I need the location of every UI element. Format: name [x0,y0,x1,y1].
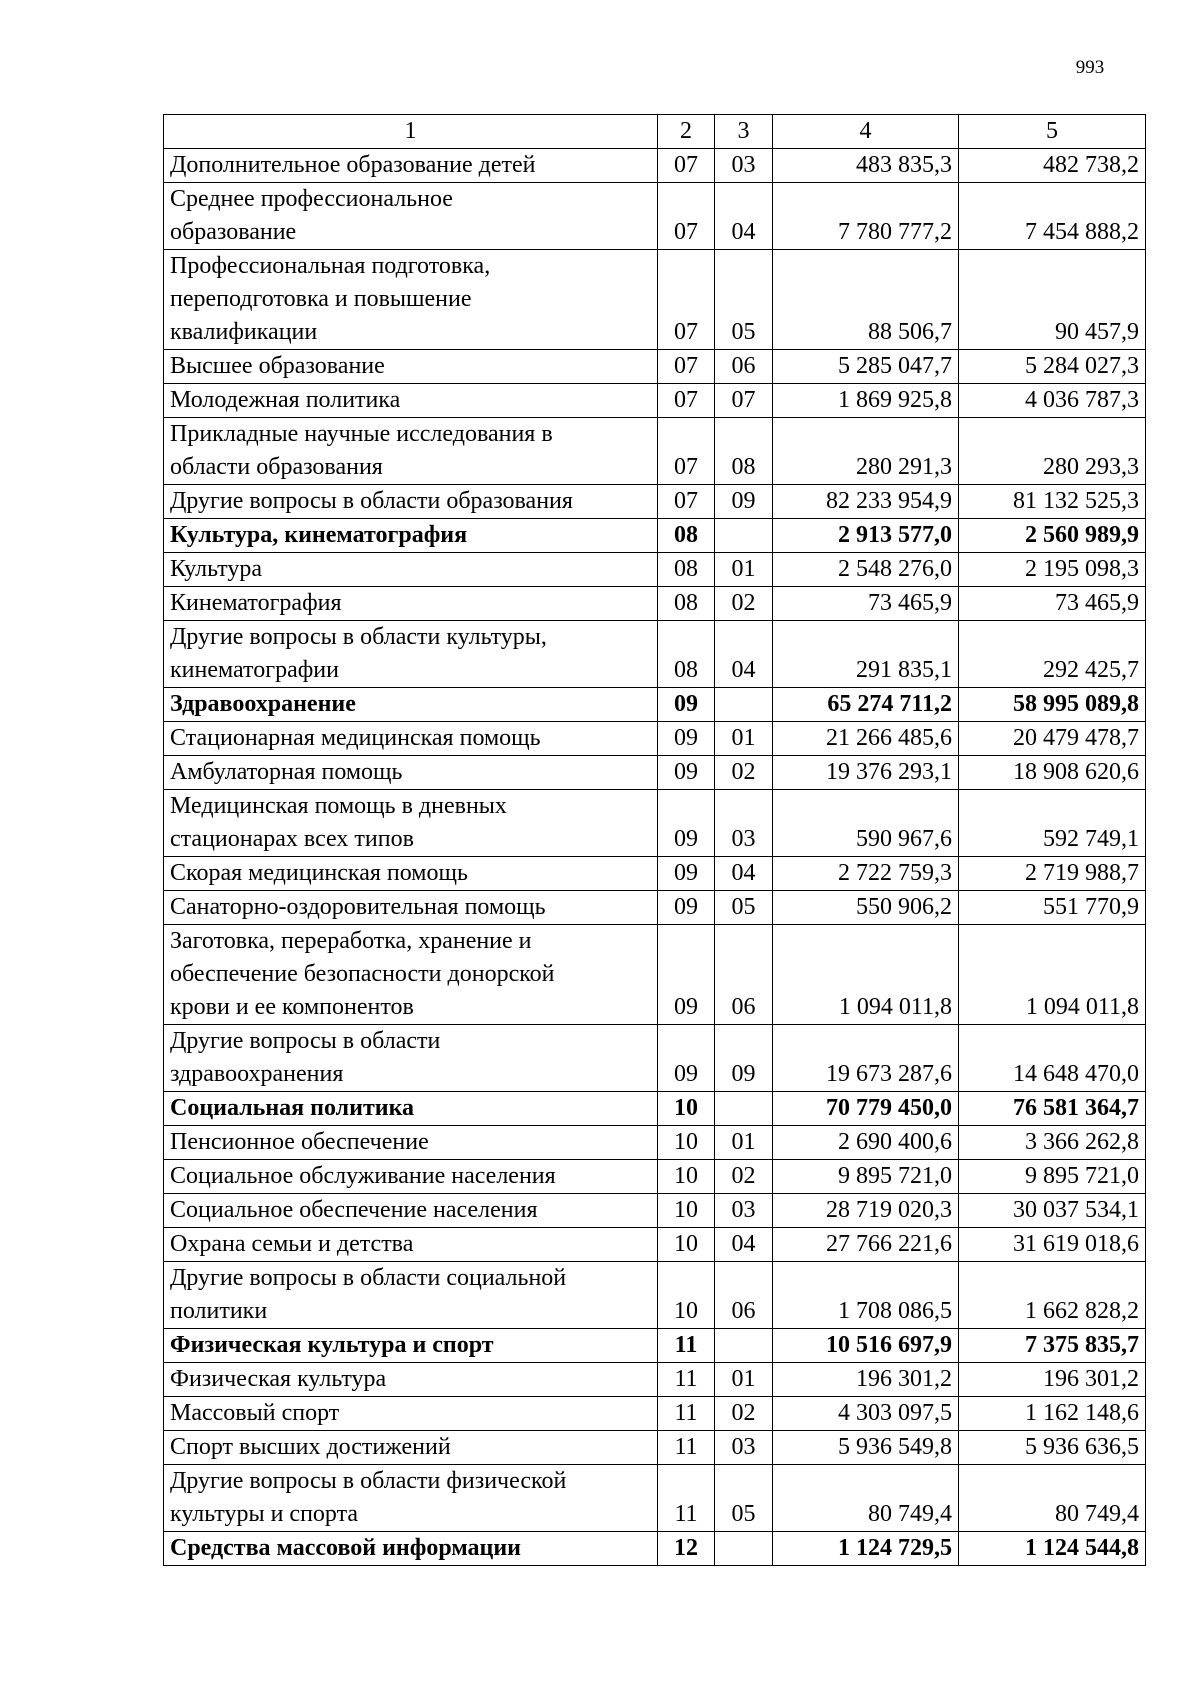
row-name-cell: Стационарная медицинская помощь [164,722,658,756]
table-header-row [164,115,1146,149]
table-row [164,1126,1146,1160]
row-name-cell: Молодежная политика [164,384,658,418]
subsection-code-cell [715,1092,773,1126]
amount-col5-cell: 73 465,9 [959,587,1146,621]
amount-col4-cell: 21 266 485,6 [773,722,959,756]
subsection-code-cell: 07 [715,384,773,418]
amount-col5-cell: 1 662 828,2 [959,1262,1146,1329]
header-cell-4: 4 [773,115,959,149]
section-total-row [164,688,1146,722]
section-code-cell: 10 [658,1194,715,1228]
subsection-code-cell: 01 [715,1363,773,1397]
amount-col5-cell: 280 293,3 [959,418,1146,485]
section-code-cell: 07 [658,418,715,485]
table-row [164,384,1146,418]
table-row [164,891,1146,925]
amount-col4-cell: 2 690 400,6 [773,1126,959,1160]
section-code-cell: 09 [658,756,715,790]
row-name-cell: Средства массовой информации [164,1532,658,1566]
amount-col4-cell: 88 506,7 [773,250,959,350]
subsection-code-cell: 03 [715,790,773,857]
subsection-code-cell: 01 [715,1126,773,1160]
subsection-code-cell: 06 [715,1262,773,1329]
row-name-cell: Дополнительное образование детей [164,149,658,183]
section-code-cell: 09 [658,891,715,925]
subsection-code-cell: 09 [715,485,773,519]
amount-col5-cell: 9 895 721,0 [959,1160,1146,1194]
amount-col4-cell: 2 913 577,0 [773,519,959,553]
amount-col4-cell: 590 967,6 [773,790,959,857]
amount-col5-cell: 5 284 027,3 [959,350,1146,384]
budget-table [163,114,1146,1566]
subsection-code-cell: 05 [715,250,773,350]
row-name-cell: Социальная политика [164,1092,658,1126]
amount-col5-cell: 592 749,1 [959,790,1146,857]
table-row [164,1465,1146,1532]
section-code-cell: 11 [658,1397,715,1431]
section-code-cell: 11 [658,1329,715,1363]
section-total-row [164,1092,1146,1126]
row-name-cell: Медицинская помощь в дневных стационарах всех типов [164,790,658,857]
amount-col5-cell: 292 425,7 [959,621,1146,688]
amount-col4-cell: 10 516 697,9 [773,1329,959,1363]
section-code-cell: 10 [658,1126,715,1160]
header-cell-1: 1 [164,115,658,149]
amount-col5-cell: 76 581 364,7 [959,1092,1146,1126]
subsection-code-cell: 04 [715,1228,773,1262]
section-code-cell: 11 [658,1363,715,1397]
table-row [164,1262,1146,1329]
amount-col5-cell: 81 132 525,3 [959,485,1146,519]
amount-col5-cell: 551 770,9 [959,891,1146,925]
table-row [164,418,1146,485]
amount-col4-cell: 19 673 287,6 [773,1025,959,1092]
table-row [164,1397,1146,1431]
row-name-cell: Массовый спорт [164,1397,658,1431]
header-cell-5: 5 [959,115,1146,149]
subsection-code-cell: 09 [715,1025,773,1092]
row-name-cell: Физическая культура [164,1363,658,1397]
subsection-code-cell: 04 [715,183,773,250]
section-code-cell: 08 [658,519,715,553]
subsection-code-cell: 08 [715,418,773,485]
row-name-cell: Другие вопросы в области культуры, кинематографии [164,621,658,688]
table-row [164,621,1146,688]
section-code-cell: 09 [658,790,715,857]
amount-col5-cell: 1 124 544,8 [959,1532,1146,1566]
amount-col4-cell: 483 835,3 [773,149,959,183]
subsection-code-cell: 04 [715,857,773,891]
section-code-cell: 09 [658,1025,715,1092]
row-name-cell: Другие вопросы в области здравоохранения [164,1025,658,1092]
amount-col4-cell: 5 936 549,8 [773,1431,959,1465]
amount-col5-cell: 80 749,4 [959,1465,1146,1532]
row-name-cell: Прикладные научные исследования в области образования [164,418,658,485]
subsection-code-cell: 03 [715,1194,773,1228]
row-name-cell: Физическая культура и спорт [164,1329,658,1363]
subsection-code-cell: 02 [715,587,773,621]
amount-col4-cell: 70 779 450,0 [773,1092,959,1126]
amount-col4-cell: 550 906,2 [773,891,959,925]
table-row [164,857,1146,891]
amount-col4-cell: 291 835,1 [773,621,959,688]
amount-col5-cell: 7 375 835,7 [959,1329,1146,1363]
page-number: 993 [1075,57,1105,78]
amount-col5-cell: 2 195 098,3 [959,553,1146,587]
amount-col4-cell: 80 749,4 [773,1465,959,1532]
section-code-cell: 12 [658,1532,715,1566]
amount-col5-cell: 5 936 636,5 [959,1431,1146,1465]
row-name-cell: Среднее профессиональное образование [164,183,658,250]
table-row [164,1431,1146,1465]
amount-col5-cell: 3 366 262,8 [959,1126,1146,1160]
amount-col5-cell: 7 454 888,2 [959,183,1146,250]
amount-col4-cell: 9 895 721,0 [773,1160,959,1194]
table-row [164,1194,1146,1228]
section-code-cell: 08 [658,621,715,688]
row-name-cell: Заготовка, переработка, хранение и обеспечение безопасности донорской крови и ее компонентов [164,925,658,1025]
row-name-cell: Охрана семьи и детства [164,1228,658,1262]
subsection-code-cell: 05 [715,891,773,925]
row-name-cell: Спорт высших достижений [164,1431,658,1465]
section-code-cell: 07 [658,149,715,183]
amount-col5-cell: 2 560 989,9 [959,519,1146,553]
row-name-cell: Культура, кинематография [164,519,658,553]
section-code-cell: 10 [658,1262,715,1329]
table-row [164,756,1146,790]
table-row [164,722,1146,756]
row-name-cell: Культура [164,553,658,587]
table-row [164,149,1146,183]
section-code-cell: 10 [658,1092,715,1126]
section-code-cell: 09 [658,925,715,1025]
subsection-code-cell: 02 [715,1397,773,1431]
table-row [164,1025,1146,1092]
subsection-code-cell: 02 [715,1160,773,1194]
amount-col4-cell: 1 124 729,5 [773,1532,959,1566]
table-row [164,790,1146,857]
amount-col4-cell: 82 233 954,9 [773,485,959,519]
amount-col4-cell: 73 465,9 [773,587,959,621]
amount-col4-cell: 1 708 086,5 [773,1262,959,1329]
amount-col5-cell: 58 995 089,8 [959,688,1146,722]
amount-col5-cell: 90 457,9 [959,250,1146,350]
subsection-code-cell [715,1329,773,1363]
subsection-code-cell [715,1532,773,1566]
header-cell-3: 3 [715,115,773,149]
table-row [164,485,1146,519]
table-row [164,250,1146,350]
row-name-cell: Социальное обслуживание населения [164,1160,658,1194]
subsection-code-cell: 04 [715,621,773,688]
row-name-cell: Здравоохранение [164,688,658,722]
amount-col5-cell: 4 036 787,3 [959,384,1146,418]
row-name-cell: Санаторно-оздоровительная помощь [164,891,658,925]
section-code-cell: 07 [658,250,715,350]
amount-col4-cell: 5 285 047,7 [773,350,959,384]
amount-col5-cell: 18 908 620,6 [959,756,1146,790]
amount-col4-cell: 2 722 759,3 [773,857,959,891]
amount-col4-cell: 27 766 221,6 [773,1228,959,1262]
amount-col5-cell: 30 037 534,1 [959,1194,1146,1228]
amount-col4-cell: 65 274 711,2 [773,688,959,722]
amount-col5-cell: 20 479 478,7 [959,722,1146,756]
row-name-cell: Другие вопросы в области физической культуры и спорта [164,1465,658,1532]
section-code-cell: 07 [658,183,715,250]
amount-col4-cell: 7 780 777,2 [773,183,959,250]
table-row [164,553,1146,587]
row-name-cell: Скорая медицинская помощь [164,857,658,891]
section-code-cell: 08 [658,587,715,621]
row-name-cell: Пенсионное обеспечение [164,1126,658,1160]
amount-col4-cell: 196 301,2 [773,1363,959,1397]
row-name-cell: Социальное обеспечение населения [164,1194,658,1228]
table-row [164,1160,1146,1194]
row-name-cell: Другие вопросы в области социальной политики [164,1262,658,1329]
amount-col4-cell: 1 094 011,8 [773,925,959,1025]
section-code-cell: 08 [658,553,715,587]
section-total-row [164,1329,1146,1363]
amount-col5-cell: 31 619 018,6 [959,1228,1146,1262]
amount-col5-cell: 2 719 988,7 [959,857,1146,891]
table-row [164,1228,1146,1262]
section-code-cell: 11 [658,1431,715,1465]
table-body [164,149,1146,1566]
subsection-code-cell: 06 [715,925,773,1025]
amount-col4-cell: 1 869 925,8 [773,384,959,418]
row-name-cell: Другие вопросы в области образования [164,485,658,519]
amount-col4-cell: 280 291,3 [773,418,959,485]
amount-col4-cell: 4 303 097,5 [773,1397,959,1431]
subsection-code-cell: 01 [715,553,773,587]
table-row [164,925,1146,1025]
row-name-cell: Профессиональная подготовка, переподготовка и повышение квалификации [164,250,658,350]
section-code-cell: 10 [658,1160,715,1194]
amount-col4-cell: 2 548 276,0 [773,553,959,587]
subsection-code-cell: 03 [715,1431,773,1465]
subsection-code-cell: 03 [715,149,773,183]
section-code-cell: 07 [658,384,715,418]
section-total-row [164,1532,1146,1566]
subsection-code-cell: 06 [715,350,773,384]
row-name-cell: Высшее образование [164,350,658,384]
section-code-cell: 09 [658,688,715,722]
amount-col4-cell: 28 719 020,3 [773,1194,959,1228]
subsection-code-cell [715,519,773,553]
section-code-cell: 09 [658,857,715,891]
table-row [164,183,1146,250]
amount-col4-cell: 19 376 293,1 [773,756,959,790]
amount-col5-cell: 196 301,2 [959,1363,1146,1397]
section-total-row [164,519,1146,553]
section-code-cell: 09 [658,722,715,756]
header-cell-2: 2 [658,115,715,149]
table-row [164,350,1146,384]
subsection-code-cell: 05 [715,1465,773,1532]
row-name-cell: Кинематография [164,587,658,621]
amount-col5-cell: 14 648 470,0 [959,1025,1146,1092]
section-code-cell: 07 [658,485,715,519]
table-row [164,1363,1146,1397]
section-code-cell: 07 [658,350,715,384]
amount-col5-cell: 1 162 148,6 [959,1397,1146,1431]
amount-col5-cell: 482 738,2 [959,149,1146,183]
section-code-cell: 11 [658,1465,715,1532]
amount-col5-cell: 1 094 011,8 [959,925,1146,1025]
row-name-cell: Амбулаторная помощь [164,756,658,790]
table-row [164,587,1146,621]
subsection-code-cell: 01 [715,722,773,756]
subsection-code-cell [715,688,773,722]
section-code-cell: 10 [658,1228,715,1262]
subsection-code-cell: 02 [715,756,773,790]
